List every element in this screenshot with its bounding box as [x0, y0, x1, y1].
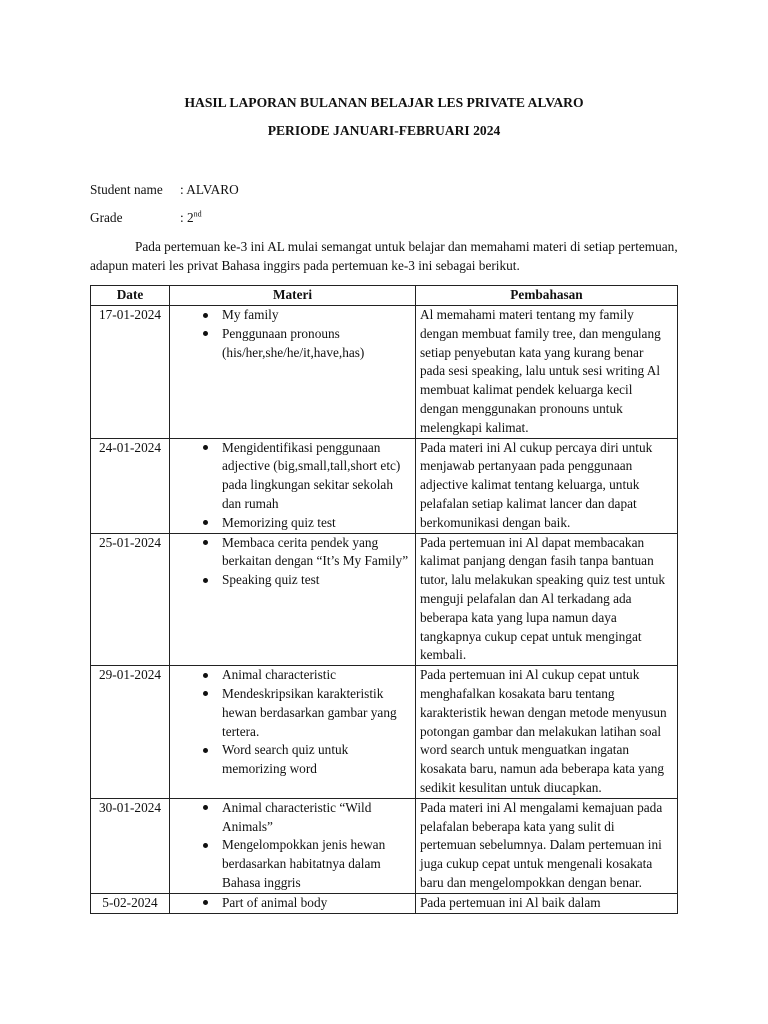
table-row — [91, 893, 678, 913]
materi-item: Animal characteristic “Wild Animals” — [222, 799, 411, 837]
row-materi — [170, 533, 416, 666]
grade-value: : 2 — [180, 210, 194, 225]
materi-item: Speaking quiz test — [222, 571, 411, 590]
row-materi — [170, 666, 416, 799]
header-date: Date — [91, 286, 170, 306]
materi-item: Memorizing quiz test — [222, 514, 411, 533]
header-pembahasan: Pembahasan — [416, 286, 678, 306]
report-period: PERIODE JANUARI-FEBRUARI 2024 — [267, 123, 501, 138]
student-name-row — [90, 182, 239, 198]
row-materi — [170, 306, 416, 439]
materi-item: Word search quiz untuk memorizing word — [222, 741, 411, 779]
report-table — [90, 285, 678, 914]
row-date: 25-01-2024 — [91, 533, 170, 666]
grade-label: Grade — [90, 210, 123, 225]
materi-item: Mengelompokkan jenis hewan berdasarkan habitatnya dalam Bahasa inggris — [222, 836, 411, 892]
table-row — [91, 438, 678, 533]
table-row — [91, 798, 678, 893]
header-materi: Materi — [170, 286, 416, 306]
intro-paragraph: Pada pertemuan ke-3 ini AL mulai semangat untuk belajar dan memahami materi di setiap pertemuan, adapun materi les privat Bahasa inggirs pada pertemuan ke-3 ini sebagai berikut. — [90, 239, 678, 273]
materi-item: Penggunaan pronouns (his/her,she/he/it,have,has) — [222, 325, 411, 363]
materi-item: Membaca cerita pendek yang berkaitan dengan “It’s My Family” — [222, 534, 411, 572]
table-row — [91, 533, 678, 666]
materi-list — [174, 894, 411, 913]
row-date: 29-01-2024 — [91, 666, 170, 799]
grade-superscript: nd — [193, 209, 202, 219]
row-materi — [170, 798, 416, 893]
row-date: 5-02-2024 — [91, 893, 170, 913]
materi-item: My family — [222, 306, 411, 325]
student-name-label: Student name — [90, 182, 163, 197]
report-title: HASIL LAPORAN BULANAN BELAJAR LES PRIVATE ALVARO — [184, 95, 584, 110]
row-pembahasan: Pada pertemuan ini Al baik dalam — [416, 893, 678, 913]
row-date: 24-01-2024 — [91, 438, 170, 533]
materi-item: Mengidentifikasi penggunaan adjective (big,small,tall,short etc) pada lingkungan sekitar sekolah dan rumah — [222, 439, 411, 514]
grade-row — [90, 210, 202, 226]
row-pembahasan: Pada materi ini Al cukup percaya diri untuk menjawab pertanyaan pada penggunaan adjective kalimat tentang keluarga, untuk pelafalan setiap kalimat lancer dan dapat berkomunikasi dengan baik. — [416, 438, 678, 533]
materi-list — [174, 534, 411, 590]
row-pembahasan: Pada pertemuan ini Al cukup cepat untuk menghafalkan kosakata baru tentang karakteristik hewan dengan metode menyusun potongan gambar dan melakukan latihan soal word search untuk menguatkan ingatan kosakata baru, namun ada beberapa kata yang sedikit kesulitan untuk diucapkan. — [416, 666, 678, 799]
materi-item: Part of animal body — [222, 894, 411, 913]
row-materi — [170, 438, 416, 533]
table-row — [91, 306, 678, 439]
row-date: 17-01-2024 — [91, 306, 170, 439]
row-date: 30-01-2024 — [91, 798, 170, 893]
materi-list — [174, 306, 411, 362]
row-materi — [170, 893, 416, 913]
materi-item: Mendeskripsikan karakteristik hewan berdasarkan gambar yang tertera. — [222, 685, 411, 741]
row-pembahasan: Pada materi ini Al mengalami kemajuan pada pelafalan beberapa kata yang sulit di pertemuan sebelumnya. Dalam pertemuan ini juga cukup cepat untuk mengenali kosakata baru dan mengelompokkan dengan benar. — [416, 798, 678, 893]
materi-list — [174, 799, 411, 893]
table-header-row — [91, 286, 678, 306]
row-pembahasan: Pada pertemuan ini Al dapat membacakan kalimat panjang dengan fasih tanpa bantuan tutor, lalu melakukan speaking quiz test untuk menguji pelafalan dan Al terkadang ada beberapa kata yang lupa namun daya tangkapnya cukup cepat untuk mengingat kembali. — [416, 533, 678, 666]
materi-list — [174, 439, 411, 533]
materi-list — [174, 666, 411, 779]
table-row — [91, 666, 678, 799]
student-name-value: : ALVARO — [180, 182, 239, 197]
materi-item: Animal characteristic — [222, 666, 411, 685]
row-pembahasan: Al memahami materi tentang my family dengan membuat family tree, dan mengulang setiap penyebutan kata yang kurang benar pada sesi speaking, lalu untuk sesi writing Al membuat kalimat pendek keluarga kecil dengan menggunakan pronouns untuk melengkapi kalimat. — [416, 306, 678, 439]
